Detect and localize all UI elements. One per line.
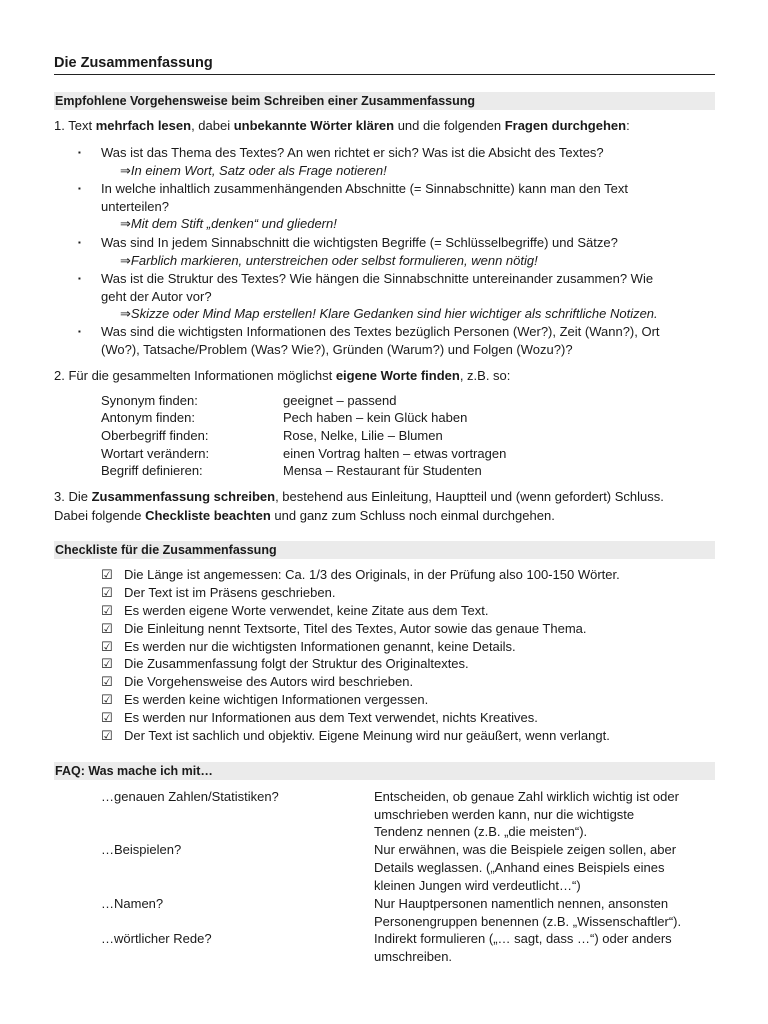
word-strategy-example: einen Vortrag halten – etwas vortragen	[283, 446, 507, 461]
checklist-item: Die Einleitung nennt Textsorte, Titel des Textes, Autor sowie das genaue Thema.	[124, 621, 587, 636]
word-strategy-example: Rose, Nelke, Lilie – Blumen	[283, 428, 443, 443]
checklist-item: Die Länge ist angemessen: Ca. 1/3 des Originals, in der Prüfung also 100-150 Wörter.	[124, 567, 620, 582]
faq-answer-line: umschreiben.	[374, 949, 453, 964]
word-strategy-label: Oberbegriff finden:	[101, 428, 209, 443]
checkbox-checked-icon: ☑	[101, 656, 113, 671]
faq-question: …Namen?	[101, 896, 164, 911]
checkbox-checked-icon: ☑	[101, 728, 113, 743]
question-item-continued: unterteilen?	[101, 199, 169, 214]
checkbox-checked-icon: ☑	[101, 710, 113, 725]
hint-line: ⇒Farblich markieren, unterstreichen oder selbst formulieren, wenn nötig!	[120, 253, 538, 268]
hint-line: ⇒Skizze oder Mind Map erstellen! Klare Gedanken sind hier wichtiger als schriftliche Notizen.	[120, 306, 658, 321]
question-item: Was sind In jedem Sinnabschnitt die wichtigsten Begriffe (= Schlüsselbegriffe) und Sätze?	[101, 235, 618, 250]
word-strategy-label: Begriff definieren:	[101, 463, 203, 478]
arrow-icon: ⇒	[120, 306, 131, 321]
bullet-icon: ▪	[78, 184, 81, 193]
faq-answer-line: Details weglassen. („Anhand eines Beispiels eines	[374, 860, 665, 875]
faq-answer-line: Indirekt formulieren („… sagt, dass …“) oder anders	[374, 931, 672, 946]
word-strategy-example: Pech haben – kein Glück haben	[283, 410, 468, 425]
arrow-icon: ⇒	[120, 216, 131, 231]
faq-answer-line: Personengruppen benennen (z.B. „Wissenschaftler“).	[374, 914, 682, 929]
checklist-item: Der Text ist sachlich und objektiv. Eigene Meinung wird nur geäußert, wenn verlangt.	[124, 728, 610, 743]
faq-answer-line: Entscheiden, ob genaue Zahl wirklich wichtig ist oder	[374, 789, 679, 804]
question-item: Was ist die Struktur des Textes? Wie hängen die Sinnabschnitte untereinander zusammen? Wie	[101, 271, 654, 286]
faq-answer-line: Nur erwähnen, was die Beispiele zeigen sollen, aber	[374, 842, 677, 857]
checklist-item: Es werden nur die wichtigsten Informationen genannt, keine Details.	[124, 639, 516, 654]
faq-question: …wörtlicher Rede?	[101, 931, 212, 946]
question-item-continued: geht der Autor vor?	[101, 289, 212, 304]
page-title: Die Zusammenfassung	[54, 54, 715, 75]
step-3-paragraph: 3. Die Zusammenfassung schreiben, bestehend aus Einleitung, Hauptteil und (wenn gefordert) Schluss.	[54, 489, 664, 504]
checklist-item: Die Zusammenfassung folgt der Struktur des Originaltextes.	[124, 656, 469, 671]
word-strategy-label: Antonym finden:	[101, 410, 195, 425]
arrow-icon: ⇒	[120, 253, 131, 268]
checklist-item: Es werden nur Informationen aus dem Text verwendet, nichts Kreatives.	[124, 710, 538, 725]
question-item-continued: (Wo?), Tatsache/Problem (Was? Wie?), Gründen (Warum?) und Folgen (Wozu?)?	[101, 342, 573, 357]
question-item: Was sind die wichtigsten Informationen des Textes bezüglich Personen (Wer?), Zeit (Wann?), Ort	[101, 324, 660, 339]
section-heading-checklist: Checkliste für die Zusammenfassung	[54, 541, 715, 559]
word-strategy-example: Mensa – Restaurant für Studenten	[283, 463, 482, 478]
arrow-icon: ⇒	[120, 163, 131, 178]
hint-line: ⇒Mit dem Stift „denken“ und gliedern!	[120, 216, 337, 231]
checkbox-checked-icon: ☑	[101, 639, 113, 654]
checklist-item: Es werden keine wichtigen Informationen vergessen.	[124, 692, 429, 707]
hint-line: ⇒In einem Wort, Satz oder als Frage notieren!	[120, 163, 387, 178]
checkbox-checked-icon: ☑	[101, 567, 113, 582]
word-strategy-label: Synonym finden:	[101, 393, 198, 408]
word-strategy-example: geeignet – passend	[283, 393, 397, 408]
bullet-icon: ▪	[78, 274, 81, 283]
checkbox-checked-icon: ☑	[101, 621, 113, 636]
question-item: In welche inhaltlich zusammenhängenden Abschnitte (= Sinnabschnitte) kann man den Text	[101, 181, 628, 196]
checklist-item: Es werden eigene Worte verwendet, keine Zitate aus dem Text.	[124, 603, 489, 618]
bullet-icon: ▪	[78, 327, 81, 336]
checkbox-checked-icon: ☑	[101, 692, 113, 707]
checklist-item: Die Vorgehensweise des Autors wird beschrieben.	[124, 674, 414, 689]
bullet-icon: ▪	[78, 148, 81, 157]
step-1-paragraph: 1. Text mehrfach lesen, dabei unbekannte Wörter klären und die folgenden Fragen durchgehen:	[54, 118, 630, 133]
checklist-item: Der Text ist im Präsens geschrieben.	[124, 585, 336, 600]
step-3-paragraph-continued: Dabei folgende Checkliste beachten und ganz zum Schluss noch einmal durchgehen.	[54, 508, 555, 523]
faq-question: …Beispielen?	[101, 842, 182, 857]
word-strategy-label: Wortart verändern:	[101, 446, 210, 461]
checkbox-checked-icon: ☑	[101, 585, 113, 600]
faq-answer-line: Tendenz nennen (z.B. „die meisten“).	[374, 824, 588, 839]
bullet-icon: ▪	[78, 238, 81, 247]
section-heading-faq: FAQ: Was mache ich mit…	[54, 762, 715, 780]
checkbox-checked-icon: ☑	[101, 674, 113, 689]
faq-question: …genauen Zahlen/Statistiken?	[101, 789, 279, 804]
checkbox-checked-icon: ☑	[101, 603, 113, 618]
section-heading-procedure: Empfohlene Vorgehensweise beim Schreiben einer Zusammenfassung	[54, 92, 715, 110]
question-item: Was ist das Thema des Textes? An wen richtet er sich? Was ist die Absicht des Textes?	[101, 145, 604, 160]
faq-answer-line: kleinen Jungen wird verdeutlicht…“)	[374, 878, 581, 893]
faq-answer-line: umschrieben werden kann, nur die wichtigste	[374, 807, 635, 822]
step-2-paragraph: 2. Für die gesammelten Informationen möglichst eigene Worte finden, z.B. so:	[54, 368, 511, 383]
faq-answer-line: Nur Hauptpersonen namentlich nennen, ansonsten	[374, 896, 669, 911]
